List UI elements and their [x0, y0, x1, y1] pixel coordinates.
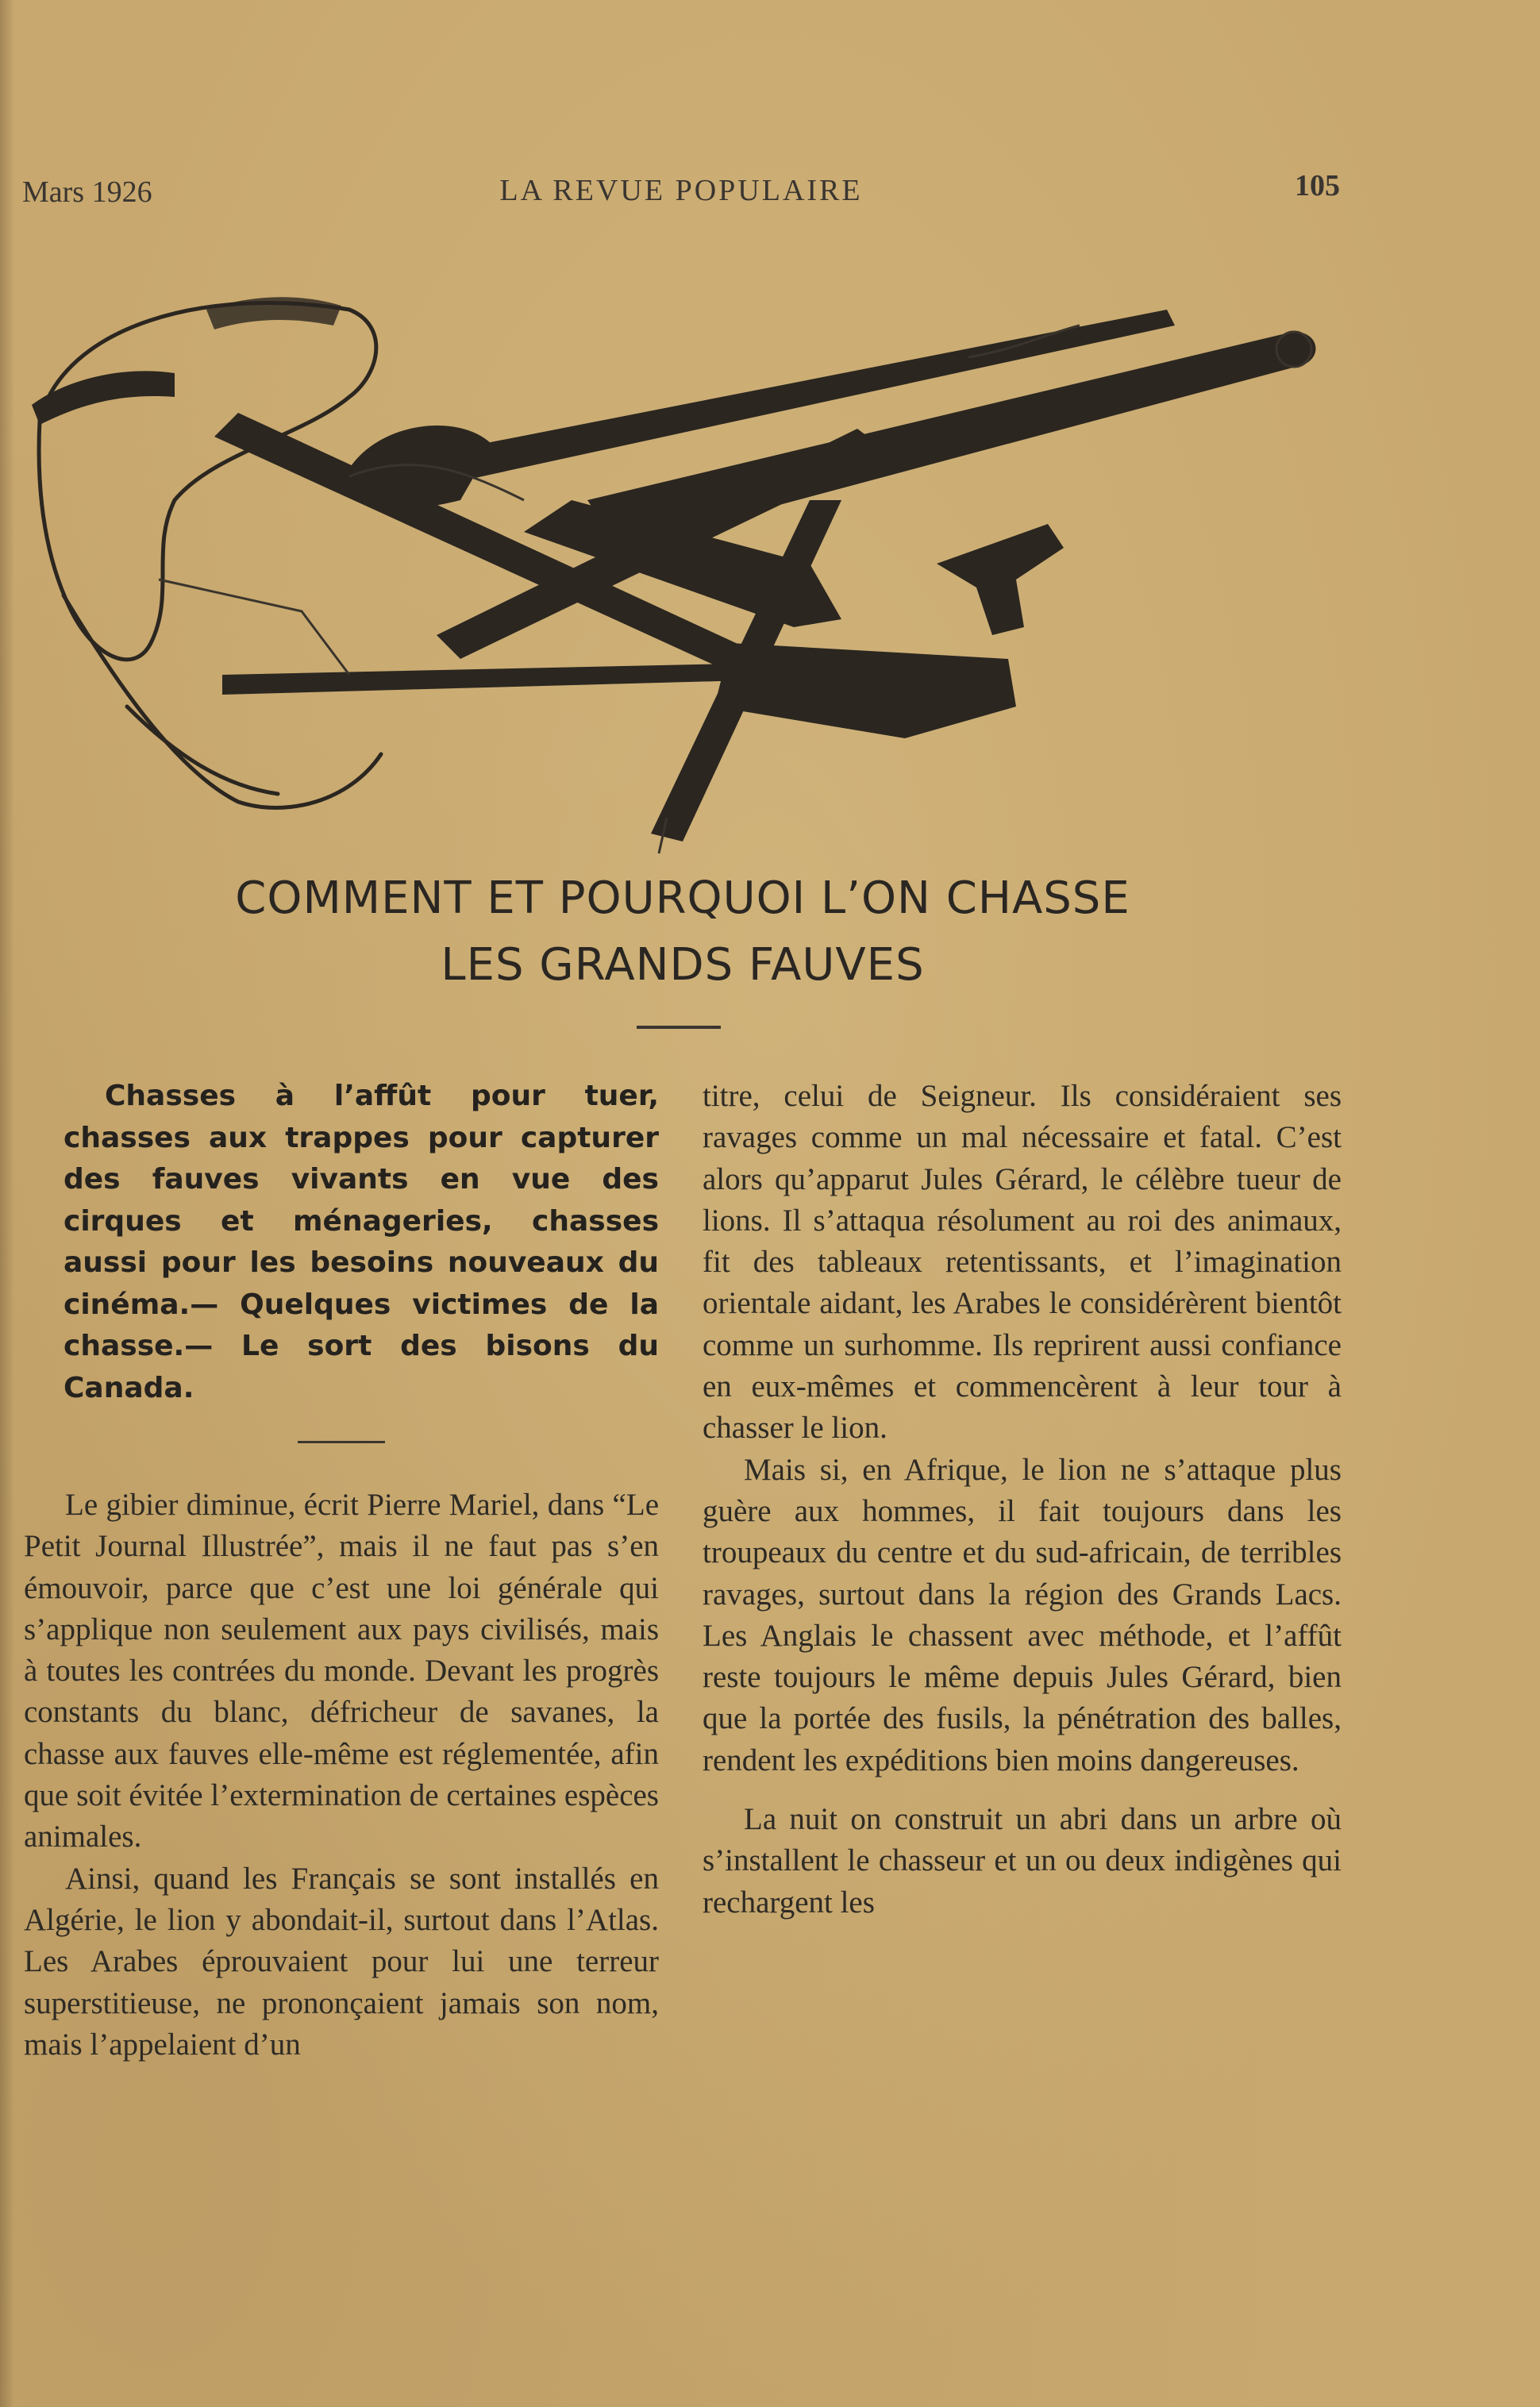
right-column — [703, 1076, 1342, 1924]
page-header — [22, 168, 1340, 216]
title-line-1: COMMENT ET POURQUOI L’ON CHASSE — [235, 872, 1130, 924]
paragraph: Ainsi, quand les Français se sont installés en Algérie, le lion y abondait-il, surtout dans l’Atlas. Les Arabes éprouvaient pour lui une terreur superstitieuse, ne prononçaient jamais son nom, mais l’appelaient d’un — [24, 1861, 659, 2062]
paragraph-gap — [703, 1781, 1342, 1799]
page-edge-shadow — [0, 0, 14, 2407]
paragraph: La nuit on construit un abri dans un arbre où s’installent le chasseur et un ou deux indigènes qui rechargent les — [703, 1802, 1342, 1920]
summary-divider — [298, 1441, 385, 1443]
paragraph-continued: titre, celui de Seigneur. Ils considéraient ses ravages comme un mal nécessaire et fatal. C’est alors qu’apparut Jules Gérard, le célèbre tueur de lions. Il s’attaqua résolument au roi des animaux, fit des tableaux retentissants, et l’imagination orientale aidant, les Arabes le considérèrent bientôt comme un surhomme. Ils reprirent aussi confiance en eux-mêmes et commencèrent à leur tour à chasser le lion. — [703, 1079, 1342, 1446]
paragraph: Mais si, en Afrique, le lion ne s’attaque plus guère aux hommes, il fait toujours dans les troupeaux du centre et du sud-africain, de terribles ravages, surtout dans la région des Grands Lacs. Les Anglais le chassent avec méthode, et l’affût reste toujours le même depuis Jules Gérard, bien que la portée des fusils, la pénétration des balles, rendent les expéditions bien moins dangereuses. — [703, 1452, 1342, 1777]
journal-name: LA REVUE POPULAIRE — [499, 174, 863, 207]
left-column — [24, 1076, 659, 2066]
article-summary: Chasses à l’affût pour tuer, chasses aux trappes pour capturer des fauves vivants en vue des cirques et ménageries, chasses aussi pour les besoins nouveaux du cinéma.— Quelques victimes de la chasse.— Le sort des bisons du Canada. — [64, 1080, 659, 1404]
header-date: Mars 1926 — [22, 175, 152, 209]
hunting-weapons-trophy-icon — [16, 262, 1349, 865]
title-divider — [637, 1026, 721, 1029]
paragraph: Le gibier diminue, écrit Pierre Mariel, dans “Le Petit Journal Illustrée”, mais il ne faut pas s’en émouvoir, parce que c’est une loi générale qui s’applique non seulement aux pays civilisés, mais à toutes les contrées du monde. Devant les progrès constants du blanc, défricheur de savanes, la chasse aux fauves elle-même est réglementée, afin que soit évitée l’extermination de certaines espèces animales. — [24, 1488, 659, 1854]
article-title — [64, 865, 1302, 999]
page-number: 105 — [1295, 169, 1340, 202]
title-line-2: LES GRANDS FAUVES — [441, 939, 925, 991]
